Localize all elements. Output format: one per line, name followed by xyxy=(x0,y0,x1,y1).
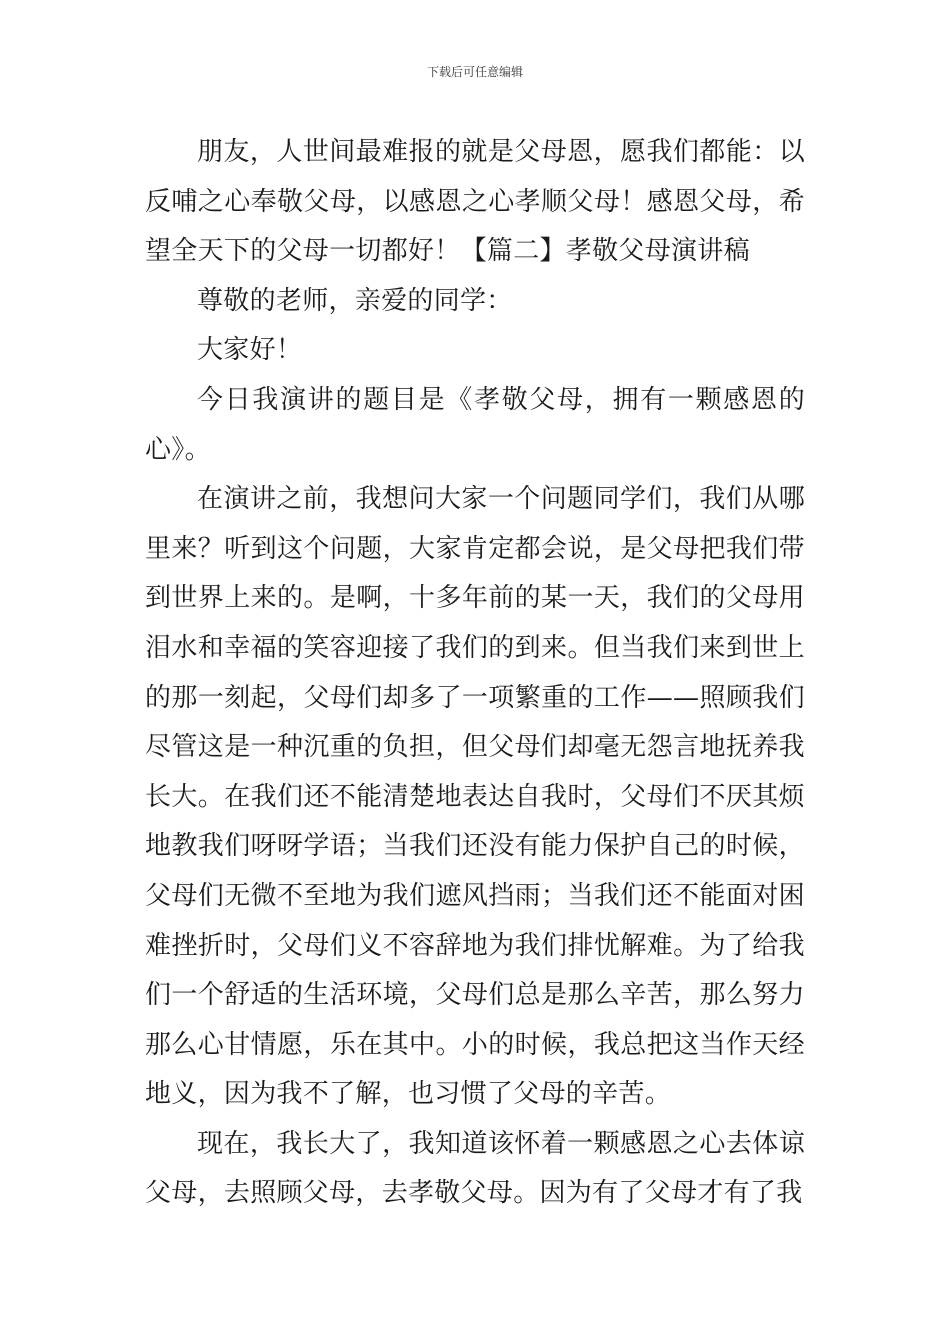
paragraph: 在演讲之前，我想问大家一个问题同学们，我们从哪里来？听到这个问题，大家肯定都会说，是父母把我们带到世界上来的。是啊，十多年前的某一天，我们的父母用泪水和幸福的笑容迎接了我们的到来。但当我们来到世上的那一刻起，父母们却多了一项繁重的工作——照顾我们尽管这是一种沉重的负担，但父母们却毫无怨言地抚养我长大。在我们还不能清楚地表达自我时，父母们不厌其烦地教我们呀呀学语；当我们还没有能力保护自己的时候，父母们无微不至地为我们遮风挡雨；当我们还不能面对困难挫折时，父母们义不容辞地为我们排忧解难。为了给我们一个舒适的生活环境，父母们总是那么辛苦，那么努力那么心甘情愿，乐在其中。小的时候，我总把这当作天经地义，因为我不了解，也习惯了父母的辛苦。 xyxy=(145,484,805,1110)
paragraph: 大家好！ xyxy=(197,335,303,366)
paragraph: 朋友，人世间最难报的就是父母恩，愿我们都能：以反哺之心奉敬父母，以感恩之心孝顺父母！感恩父母，希望全天下的父母一切都好！【篇二】孝敬父母演讲稿 xyxy=(145,137,805,267)
paragraph: 现在，我长大了，我知道该怀着一颗感恩之心去体谅父母，去照顾父母，去孝敬父母。因为有了父母才有了我 xyxy=(145,1128,805,1209)
document-body xyxy=(145,128,805,1219)
page-header: 下载后可任意编辑 xyxy=(426,65,523,79)
paragraph: 尊敬的老师，亲爱的同学： xyxy=(197,285,513,316)
paragraph: 今日我演讲的题目是《孝敬父母，拥有一颗感恩的心》。 xyxy=(145,384,805,465)
